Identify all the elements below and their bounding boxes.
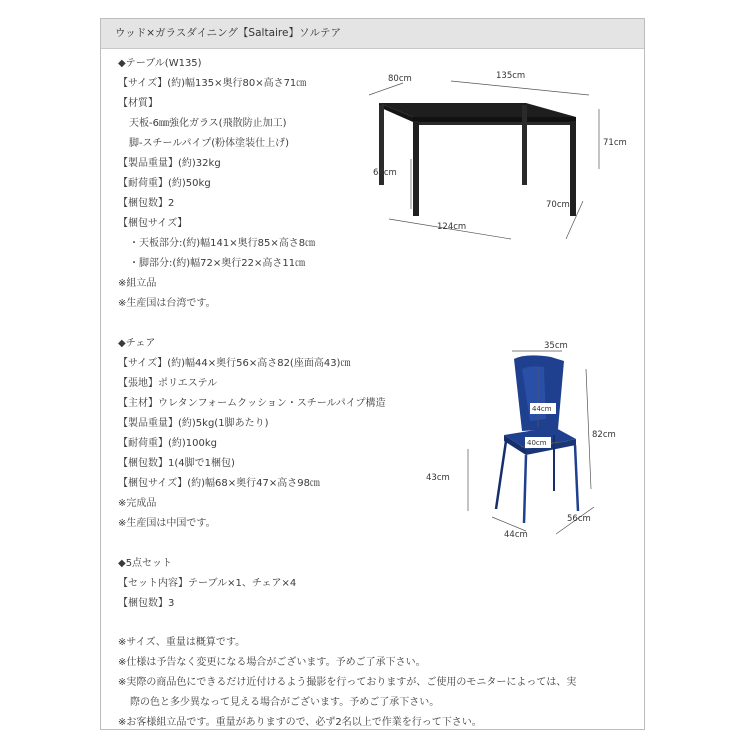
table-spec-legs: 脚-スチールパイプ(粉体塗装仕上げ): [129, 138, 290, 149]
table-spec-load: 【耐荷重】(約)50kg: [118, 178, 211, 189]
table-dim-inner-width: 124cm: [437, 222, 467, 232]
chair-spec-package-size: 【梱包サイズ】(約)幅68×奥行47×高さ98㎝: [118, 478, 320, 489]
note-color: ※実際の商品色にできるだけ近付けるよう撮影を行っておりますが、ご使用のモニターによっては、実: [118, 677, 577, 688]
table-dim-inner-depth: 70cm: [546, 200, 570, 210]
chair-diagram: [426, 339, 626, 539]
chair-spec-packages: 【梱包数】1(4脚で1梱包): [118, 458, 235, 469]
table-spec-origin: ※生産国は台湾です。: [118, 298, 216, 309]
chair-spec-material: 【主材】ウレタンフォームクッション・スチールパイプ構造: [118, 398, 386, 409]
chair-dim-seat-height: 43cm: [426, 473, 450, 483]
chair-dim-seat-width: 40cm: [527, 439, 547, 447]
chair-dim-depth: 56cm: [567, 514, 591, 524]
table-spec-size: 【サイズ】(約)幅135×奥行80×高さ71㎝: [118, 78, 307, 89]
chair-spec-weight: 【製品重量】(約)5kg(1脚あたり): [118, 418, 269, 429]
table-dim-height: 71cm: [603, 138, 627, 148]
chair-dim-back-height: 44cm: [532, 405, 552, 413]
note-assembly: ※お客様組立品です。重量がありますので、必ず2名以上で作業を行って下さい。: [118, 717, 482, 728]
table-diagram: [351, 59, 627, 249]
table-dim-width: 135cm: [496, 71, 526, 81]
table-spec-weight: 【製品重量】(約)32kg: [118, 158, 221, 169]
table-leg: [522, 105, 527, 185]
table-spec-material: 【材質】: [118, 98, 158, 109]
set-heading: ◆5点セット: [118, 558, 173, 569]
note-spec-change: ※仕様は予告なく変更になる場合がございます。予めご了承下さい。: [118, 657, 426, 668]
chair-leg: [524, 455, 526, 523]
note-color-cont: 際の色と多少異なって見える場合がございます。予めご了承下さい。: [130, 697, 440, 708]
table-spec-packages: 【梱包数】2: [118, 198, 175, 209]
table-top: [379, 103, 576, 117]
table-dim-inner-height: 64cm: [373, 168, 397, 178]
chair-dim-height: 82cm: [592, 430, 616, 440]
set-contents: 【セット内容】テーブル×1、チェア×4: [118, 578, 297, 589]
table-spec-package-legs: ・脚部分:(約)幅72×奥行22×高さ11㎝: [129, 258, 306, 269]
page-title: ウッド×ガラスダイニング【Saltaire】ソルテア: [101, 19, 644, 49]
note-approx: ※サイズ、重量は概算です。: [118, 637, 246, 648]
chair-spec-origin: ※生産国は中国です。: [118, 518, 216, 529]
table-spec-top: 天板-6㎜強化ガラス(飛散防止加工): [129, 118, 287, 129]
chair-spec-load: 【耐荷重】(約)100kg: [118, 438, 218, 449]
chair-spec-size: 【サイズ】(約)幅44×奥行56×高さ82(座面高43)㎝: [118, 358, 351, 369]
chair-dim-top-width: 35cm: [544, 341, 568, 351]
table-leg: [413, 121, 419, 216]
table-dim-depth: 80cm: [388, 74, 412, 84]
chair-heading: ◆チェア: [118, 338, 156, 349]
table-spec-package-size: 【梱包サイズ】: [118, 218, 188, 229]
chair-spec-assembly: ※完成品: [118, 498, 157, 509]
chair-spec-fabric: 【張地】ポリエステル: [118, 378, 218, 389]
chair-leg: [496, 441, 506, 509]
table-heading: ◆テーブル(W135): [118, 58, 202, 69]
spec-frame: [100, 18, 645, 730]
chair-dim-width: 44cm: [504, 530, 528, 540]
table-spec-package-top: ・天板部分:(約)幅141×奥行85×高さ8㎝: [129, 238, 316, 249]
chair-leg: [575, 445, 578, 511]
set-packages: 【梱包数】3: [118, 598, 175, 609]
table-spec-assembly: ※組立品: [118, 278, 157, 289]
table-leg: [570, 121, 576, 216]
